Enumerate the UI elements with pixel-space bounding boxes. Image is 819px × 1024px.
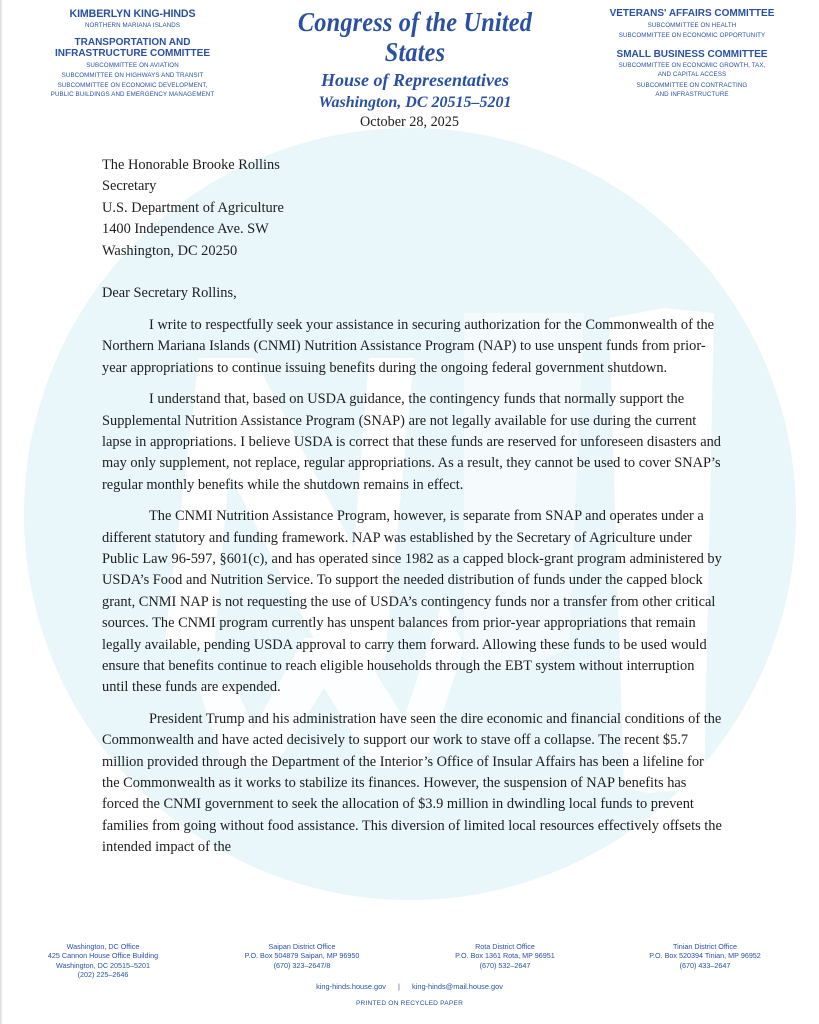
- footer-office-rota: [440, 942, 570, 970]
- footer-office-saipan: [232, 942, 372, 970]
- website-link[interactable]: king-hinds.house.gov: [316, 982, 386, 991]
- footer-office-washington: [28, 942, 178, 980]
- subcommittee-item: SUBCOMMITTEE ON AVIATION: [86, 62, 179, 69]
- office-address: P.O. Box 1361 Rota, MP 96951: [455, 951, 555, 961]
- subcommittee-item: AND CAPITAL ACCESS: [657, 70, 727, 78]
- recipient-city: Washington, DC 20250: [102, 242, 238, 259]
- office-name: Tinian District Office: [673, 942, 737, 951]
- subcommittee-item: SUBCOMMITTEE ON ECONOMIC DEVELOPMENT,: [57, 82, 208, 89]
- letterhead-center: [250, 7, 580, 113]
- house-address: Washington, DC 20515–5201: [318, 94, 512, 111]
- committee-title-line: INFRASTRUCTURE COMMITTEE: [55, 48, 210, 59]
- committee-title-small-business: SMALL BUSINESS COMMITTEE: [616, 49, 768, 60]
- member-name: KIMBERLYN KING-HINDS: [69, 8, 196, 20]
- recipient-address-block: [102, 155, 722, 262]
- subcommittee-item: SUBCOMMITTEE ON ECONOMIC GROWTH, TAX,: [618, 62, 766, 69]
- office-address: Washington, DC 20515–5201: [55, 960, 151, 970]
- subcommittee-item: SUBCOMMITTEE ON HIGHWAYS AND TRANSIT: [61, 72, 204, 79]
- office-phone: (670) 323–2647/8: [273, 960, 331, 970]
- office-address: P.O. Box 520394 Tinian, MP 96952: [649, 951, 761, 961]
- office-phone: (202) 225–2646: [77, 970, 129, 980]
- salutation: Dear Secretary Rollins,: [102, 284, 237, 301]
- letterhead-left-column: [20, 8, 245, 99]
- subcommittee-item: SUBCOMMITTEE ON CONTRACTING: [636, 82, 748, 89]
- email-link[interactable]: king-hinds@mail.house.gov: [412, 982, 503, 991]
- body-paragraph: The CNMI Nutrition Assistance Program, however, is separate from SNAP and operates under a different statutory and funding framework. NAP was established by the Secretary of Agriculture under Public Law 96-597, §601(c), and has operated since 1982 as a capped block-grant program administered by USDA’s Food and Nutrition Service. To support the needed distribution of funds under the capped block grant, CNMI NAP is not requesting the use of USDA’s contingency funds nor a transfer from other critical sources. The CNMI program currently has unspent balances from prior-year appropriations that remain legally available, pending USDA approval to carry them forward. Allowing these funds to be used would ensure that benefits continue to reach eligible households through the EBT system without interruption until these funds are expended.: [102, 508, 722, 696]
- office-phone: (670) 433–2647: [679, 960, 731, 970]
- office-phone: (670) 532–2647: [479, 960, 531, 970]
- house-title: House of Representatives: [321, 70, 509, 90]
- printed-on-recycled-paper-note: PRINTED ON RECYCLED PAPER: [355, 1000, 464, 1007]
- committee-title-transportation: [20, 37, 245, 59]
- committee-title-veterans: VETERANS' AFFAIRS COMMITTEE: [609, 8, 775, 19]
- office-name: Rota District Office: [475, 942, 535, 951]
- letter-body: [102, 155, 722, 859]
- recipient-name: The Honorable Brooke Rollins: [102, 157, 280, 173]
- recipient-street: 1400 Independence Ave. SW: [102, 221, 269, 238]
- office-name: Saipan District Office: [268, 942, 336, 951]
- body-paragraph: President Trump and his administration have seen the dire economic and financial conditions of the Commonwealth and have acted decisively to support our work to stave off a collapse. The recent $5.7 million provided through the Department of the Interior’s Office of Insular Affairs has been a lifeline for the Commonwealth as it works to stabilize its finances. However, the suspension of NAP benefits has forced the CNMI government to seek the allocation of $3.9 million in dwindling local funds to prevent families from going without food assistance. This diversion of limited local resources effectively offsets the intended impact of the: [102, 710, 722, 856]
- member-district: NORTHERN MARIANA ISLANDS: [84, 22, 181, 29]
- page-edge-shadow: [0, 0, 3, 1024]
- body-paragraph: I write to respectfully seek your assistance in securing authorization for the Commonwealth of the Northern Mariana Islands (CNMI) Nutrition Assistance Program (NAP) to use unspent funds from prior-year appropriations to continue issuing benefits during the ongoing federal government shutdown.: [102, 316, 715, 376]
- recipient-title: Secretary: [102, 178, 157, 195]
- committee-title-line: TRANSPORTATION AND: [74, 37, 191, 48]
- letterhead-right-column: [592, 8, 792, 99]
- office-address: P.O. Box 504879 Saipan, MP 96950: [244, 951, 360, 961]
- congress-title: Congress of the United States: [297, 7, 533, 67]
- subcommittee-item: SUBCOMMITTEE ON ECONOMIC OPPORTUNITY: [618, 32, 766, 39]
- link-separator: |: [398, 982, 400, 991]
- footer-office-tinian: [635, 942, 775, 970]
- subcommittee-item: SUBCOMMITTEE ON HEALTH: [647, 22, 737, 29]
- office-name: Washington, DC Office: [66, 942, 140, 951]
- subcommittee-item: PUBLIC BUILDINGS AND EMERGENCY MANAGEMENT: [50, 91, 215, 98]
- subcommittee-item: AND INFRASTRUCTURE: [655, 90, 729, 98]
- letter-date: October 28, 2025: [360, 114, 459, 130]
- office-address: 425 Cannon House Office Building: [47, 951, 159, 961]
- recipient-organization: U.S. Department of Agriculture: [102, 199, 284, 216]
- body-paragraph: I understand that, based on USDA guidance, the contingency funds that normally support the Supplemental Nutrition Assistance Program (SNAP) are not legally available for use during the current lapse in appropriations. I believe USDA is correct that these funds are reserved for unforeseen disasters and may only supplement, not replace, regular appropriations. As a result, they cannot be used to cover SNAP’s regular monthly benefits while the shutdown remains in effect.: [102, 391, 721, 493]
- footer-contact-links: [0, 982, 819, 991]
